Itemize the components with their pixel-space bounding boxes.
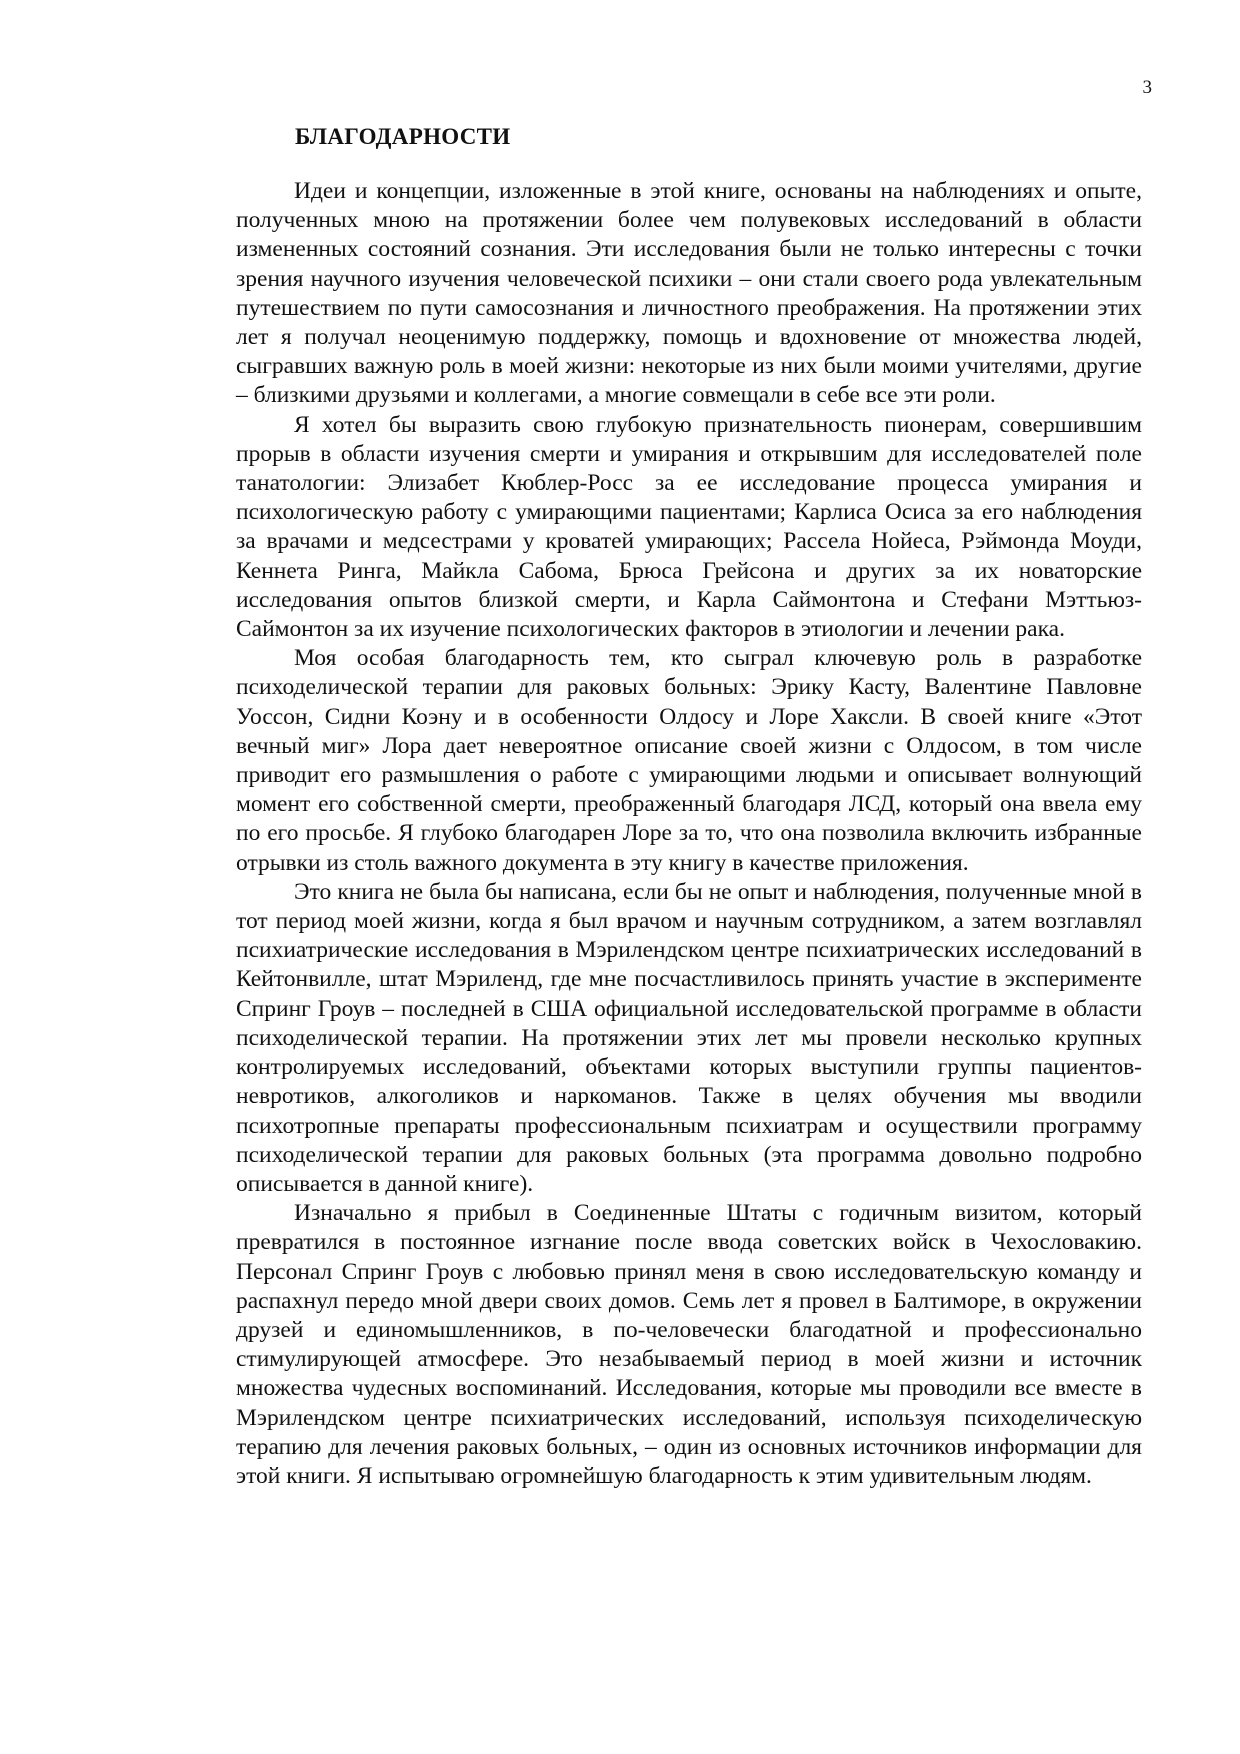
paragraph: Изначально я прибыл в Соединенные Штаты с годичным визитом, который превратился в постоянное изгнание после ввода советских войск в Чехословакию. Персонал Спринг Гроув с любовью принял меня в свою исследовательскую команду и распахнул передо мной двери своих домов. Семь лет я провел в Балтиморе, в окружении друзей и единомышленников, в по-человечески благодатной и профессионально стимулирующей атмосфере. Это незабываемый период в моей жизни и источник множества чудесных воспоминаний. Исследования, которые мы проводили все вместе в Мэрилендском центре психиатрических исследований, используя психоделическую терапию для лечения раковых больных, – один из основных источников информации для этой книги. Я испытываю огромнейшую благодарность к этим удивительным людям.	[236, 1200, 1142, 1489]
paragraph: Идеи и концепции, изложенные в этой книге, основаны на наблюдениях и опыте, полученных мною на протяжении более чем полувековых исследований в области измененных состояний сознания. Эти исследования были не только интересны с точки зрения научного изучения человеческой психики – они стали своего рода увлекательным путешествием по пути самосознания и личностного преображения. На протяжении этих лет я получал неоценимую поддержку, помощь и вдохновение от множества людей, сыгравших важную роль в моей жизни: некоторые из них были моими учителями, другие – близкими друзьями и коллегами, а многие совмещали в себе все эти роли.	[236, 178, 1142, 409]
paragraph: Я хотел бы выразить свою глубокую признательность пионерам, совершившим прорыв в области изучения смерти и умирания и открывшим для исследователей поле танатологии: Элизабет Кюблер-Росс за ее исследование процесса умирания и психологическую работу с умирающими пациентами; Карлиса Осиса за его наблюдения за врачами и медсестрами у кроватей умирающих; Рассела Нойеса, Рэймонда Моуди, Кеннета Ринга, Майкла Сабома, Брюса Грейсона и других за их новаторские исследования опытов близкой смерти, и Карла Саймонтона и Стефани Мэттьюз-Саймонтон за их изучение психологических факторов в этиологии и лечении рака.	[236, 411, 1142, 643]
page-number: 3	[1142, 77, 1152, 98]
body-text	[236, 177, 1142, 1491]
paragraph: Это книга не была бы написана, если бы не опыт и наблюдения, полученные мной в тот период моей жизни, когда я был врачом и научным сотрудником, а затем возглавлял психиатрические исследования в Мэрилендском центре психиатрических исследований в Кейтонвилле, штат Мэриленд, где мне посчастливилось принять участие в эксперименте Спринг Гроув – последней в США официальной исследовательской программе в области психоделической терапии. На протяжении этих лет мы провели несколько крупных контролируемых исследований, объектами которых выступили группы пациентов-невротиков, алкоголиков и наркоманов. Также в целях обучения мы вводили психотропные препараты профессиональным психиатрам и осуществили программу психоделической терапии для раковых больных (эта программа довольно подробно описывается в данной книге).	[236, 878, 1142, 1197]
section-heading: БЛАГОДАРНОСТИ	[295, 124, 511, 149]
paragraph: Моя особая благодарность тем, кто сыграл ключевую роль в разработке психоделической терапии для раковых больных: Эрику Касту, Валентине Павловне Уоссон, Сидни Коэну и в особенности Олдосу и Лоре Хаксли. В своей книге «Этот вечный миг» Лора дает невероятное описание своей жизни с Олдосом, в том числе приводит его размышления о работе с умирающими людьми и описывает волнующий момент его собственной смерти, преображенный благодаря ЛСД, который она ввела ему по его просьбе. Я глубоко благодарен Лоре за то, что она позволила включить избранные отрывки из столь важного документа в эту книгу в качестве приложения.	[236, 645, 1142, 876]
